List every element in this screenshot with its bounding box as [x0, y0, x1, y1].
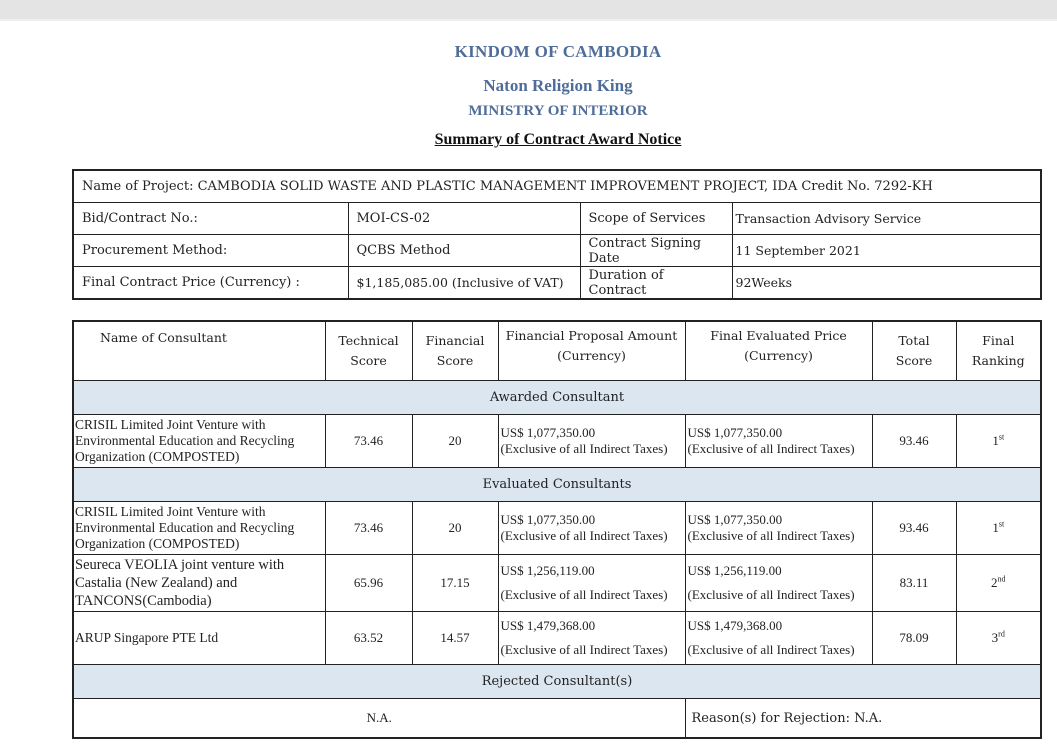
section-row: [73, 665, 1041, 699]
header-line: Financial Proposal Amount: [505, 328, 678, 343]
motto-heading: Naton Religion King: [483, 76, 633, 95]
procurement-label: Procurement Method:: [73, 235, 348, 267]
header-line: (Currency): [744, 348, 813, 363]
amount-value: US$ 1,479,368.00: [500, 618, 596, 633]
signing-date-value: 11 September 2021: [732, 235, 1041, 267]
table-row: [73, 612, 1041, 665]
rank-number: 1: [992, 433, 999, 448]
table-row: [73, 415, 1041, 468]
info-row: [73, 235, 1041, 267]
rank-suffix: st: [998, 519, 1005, 529]
amount-note: (Exclusive of all Indirect Taxes): [687, 587, 855, 602]
col-financial-header: [412, 321, 498, 381]
rejected-consultant: N.A.: [73, 699, 685, 739]
amount-note: (Exclusive of all Indirect Taxes): [687, 528, 855, 543]
kingdom-heading: KINDOM OF CAMBODIA: [454, 42, 662, 61]
technical-score: 63.52: [325, 612, 412, 665]
rank-suffix: st: [998, 432, 1005, 442]
section-row: [73, 381, 1041, 415]
col-total-header: [872, 321, 956, 381]
col-ranking-header: [956, 321, 1041, 381]
header-line: Total: [898, 333, 930, 348]
final-ranking: [956, 502, 1041, 555]
rejected-section-label: Rejected Consultant(s): [73, 665, 1041, 699]
header-line: (Currency): [557, 348, 626, 363]
amount-note: (Exclusive of all Indirect Taxes): [500, 587, 668, 602]
document-header: [0, 38, 1057, 154]
table-row: [73, 502, 1041, 555]
amount-value: US$ 1,077,350.00: [687, 425, 783, 440]
amount-note: (Exclusive of all Indirect Taxes): [687, 642, 855, 657]
evaluated-price: [685, 612, 872, 665]
amount-value: US$ 1,256,119.00: [500, 563, 595, 578]
financial-score: 20: [412, 502, 498, 555]
financial-score: 14.57: [412, 612, 498, 665]
consultant-name: Seureca VEOLIA joint venture with Castalia (New Zealand) and TANCONS(Cambodia): [73, 555, 325, 612]
header-line: Ranking: [971, 353, 1025, 368]
proposal-amount: [498, 555, 685, 612]
consultants-table: [72, 320, 1042, 739]
document-title: Summary of Contract Award Notice: [434, 131, 682, 148]
amount-note: (Exclusive of all Indirect Taxes): [500, 528, 668, 543]
header-line: Score: [350, 353, 387, 368]
rank-suffix: rd: [998, 629, 1005, 639]
total-score: 78.09: [872, 612, 956, 665]
evaluated-price: [685, 502, 872, 555]
financial-score: 20: [412, 415, 498, 468]
col-evaluated-header: [685, 321, 872, 381]
info-row: [73, 203, 1041, 235]
rank-suffix: nd: [997, 574, 1006, 584]
proposal-amount: [498, 502, 685, 555]
rank-number: 1: [992, 520, 999, 535]
financial-score: 17.15: [412, 555, 498, 612]
duration-value: 92Weeks: [732, 267, 1041, 300]
contract-info-table: [72, 169, 1042, 300]
amount-value: US$ 1,077,350.00: [687, 512, 783, 527]
ministry-heading: MINISTRY OF INTERIOR: [468, 103, 648, 119]
amount-note: (Exclusive of all Indirect Taxes): [500, 441, 668, 456]
technical-score: 73.46: [325, 502, 412, 555]
technical-score: 73.46: [325, 415, 412, 468]
header-line: Financial: [425, 333, 485, 348]
contract-no-label: Bid/Contract No.:: [73, 203, 348, 235]
duration-label: Duration of Contract: [580, 267, 732, 300]
proposal-amount: [498, 612, 685, 665]
amount-note: (Exclusive of all Indirect Taxes): [687, 441, 855, 456]
final-ranking: [956, 415, 1041, 468]
project-row: [73, 170, 1041, 203]
col-proposal-header: [498, 321, 685, 381]
evaluated-price: [685, 555, 872, 612]
amount-value: US$ 1,256,119.00: [687, 563, 782, 578]
proposal-amount: [498, 415, 685, 468]
table-row: [73, 555, 1041, 612]
amount-value: US$ 1,077,350.00: [500, 512, 596, 527]
amount-value: US$ 1,077,350.00: [500, 425, 596, 440]
rejection-reason: Reason(s) for Rejection: N.A.: [685, 699, 1041, 739]
consultant-name: CRISIL Limited Joint Venture with Environmental Education and Recycling Organization (COMPOSTED): [73, 415, 325, 468]
col-name-header: Name of Consultant: [73, 321, 325, 381]
signing-date-label: Contract Signing Date: [580, 235, 732, 267]
rank-number: 2: [991, 575, 998, 590]
consultant-name: CRISIL Limited Joint Venture with Environmental Education and Recycling Organization (COMPOSTED): [73, 502, 325, 555]
scope-label: Scope of Services: [580, 203, 732, 235]
final-ranking: [956, 555, 1041, 612]
awarded-section-label: Awarded Consultant: [73, 381, 1041, 415]
header-line: Final Evaluated Price: [710, 328, 847, 343]
scope-value: Transaction Advisory Service: [732, 203, 1041, 235]
amount-note: (Exclusive of all Indirect Taxes): [500, 642, 668, 657]
total-score: 83.11: [872, 555, 956, 612]
procurement-value: QCBS Method: [348, 235, 580, 267]
info-row: [73, 267, 1041, 300]
total-score: 93.46: [872, 415, 956, 468]
evaluated-section-label: Evaluated Consultants: [73, 468, 1041, 502]
rank-number: 3: [991, 630, 999, 645]
project-name: Name of Project: CAMBODIA SOLID WASTE AND PLASTIC MANAGEMENT IMPROVEMENT PROJECT, IDA Credit No. 7292-KH: [73, 170, 1041, 203]
consultant-name: ARUP Singapore PTE Ltd: [73, 612, 325, 665]
header-line: Final: [982, 333, 1015, 348]
final-ranking: [956, 612, 1041, 665]
col-technical-header: [325, 321, 412, 381]
header-row: [73, 321, 1041, 381]
price-label: Final Contract Price (Currency) :: [73, 267, 348, 300]
header-line: Score: [895, 353, 933, 368]
header-line: Score: [436, 353, 474, 368]
price-value: $1,185,085.00 (Inclusive of VAT): [348, 267, 580, 300]
viewer-top-bar: [0, 0, 1057, 21]
rejected-row: [73, 699, 1041, 739]
amount-value: US$ 1,479,368.00: [687, 618, 783, 633]
evaluated-price: [685, 415, 872, 468]
section-row: [73, 468, 1041, 502]
contract-no-value: MOI-CS-02: [348, 203, 580, 235]
technical-score: 65.96: [325, 555, 412, 612]
header-line: Technical: [338, 333, 399, 348]
total-score: 93.46: [872, 502, 956, 555]
